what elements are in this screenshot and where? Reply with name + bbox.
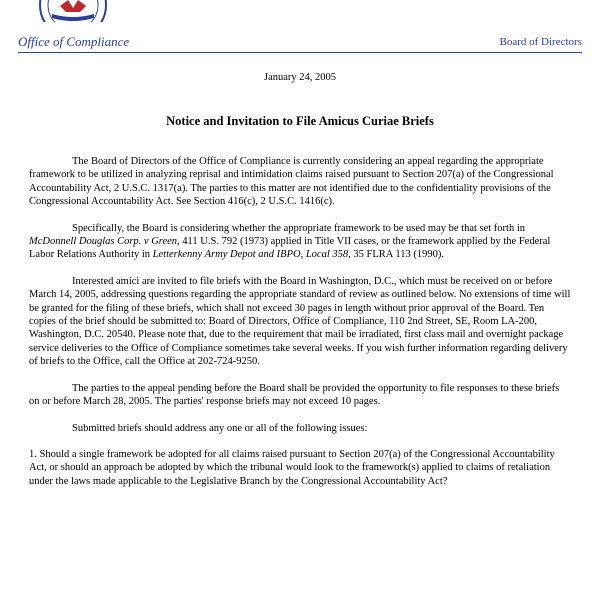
case-citation-letterkenny: Letterkenny Army Depot and IBPO, Local 358, bbox=[152, 249, 351, 261]
document-title: Notice and Invitation to File Amicus Curiae Briefs bbox=[166, 114, 434, 128]
case-citation-mcdonnell-douglas: McDonnell Douglas Corp. v Green bbox=[29, 236, 178, 248]
paragraph-2 bbox=[29, 222, 571, 262]
letterhead-divider bbox=[18, 52, 582, 53]
paragraph-3: Interested amici are invited to file briefs with the Board in Washington, D.C., which must be received on or before March 14, 2005, addressing questions regarding the appropriate standard of review as outlined below. No extensions of time will be granted for the filing of these briefs, which shall not exceed 30 pages in length without prior approval of the Board. Ten copies of the brief should be submitted to: Board of Directors, Office of Compliance, 110 2nd Street, SE, Room LA-200, Washington, D.C. 20540. Please note that, due to the requirement that mail be irradiated, first class mail and overnight package service deliveries to the Office of Compliance sometimes take several weeks. If you wish further information regarding delivery of briefs to the Office, call the Office at 202-724-9250. bbox=[29, 275, 571, 368]
paragraph-2-text-c: , 411 U.S. 792 (1973) applied in Title VII cases, or the framework applied by the Federal Labor Relations Authority in bbox=[29, 236, 551, 261]
paragraph-2-text-e: 35 FLRA 113 (1990). bbox=[350, 249, 445, 261]
office-seal-icon bbox=[38, 0, 108, 22]
office-name: Office of Compliance bbox=[18, 34, 130, 49]
letterhead bbox=[18, 34, 582, 52]
issue-1: 1. Should a single framework be adopted for all claims raised pursuant to Section 207(a) of the Congressional Accountability Act, or should an approach be adopted by which the tribunal would look to the framework(s) applied to claims of retaliation under the laws made applicable to the Legislative Branch by the Congressional Accountability Act? bbox=[29, 448, 555, 487]
paragraph-2-text-a: Specifically, the Board is considering whether the appropriate framework to be used may be that set forth in bbox=[72, 222, 526, 234]
paragraph-5: Submitted briefs should address any one or all of the following issues: bbox=[72, 422, 368, 434]
document-body bbox=[29, 155, 571, 488]
document-date: January 24, 2005 bbox=[263, 72, 337, 83]
paragraph-4: The parties to the appeal pending before the Board shall be provided the opportunity to file responses to these briefs on or before March 28, 2005. The parties' response briefs may not exceed 10 pages. bbox=[29, 382, 560, 408]
paragraph-1: The Board of Directors of the Office of Compliance is currently considering an appeal regarding the appropriate framework to be utilized in analyzing reprisal and intimidation claims raised pursuant to Section 207(a) of the Congressional Accountability Act, 2 U.S.C. 1317(a). The parties to this matter are not identified due to the confidentiality provisions of the Congressional Accountability Act. See Section 416(c), 2 U.S.C. 1416(c). bbox=[29, 156, 554, 208]
board-name: Board of Directors bbox=[499, 36, 582, 48]
